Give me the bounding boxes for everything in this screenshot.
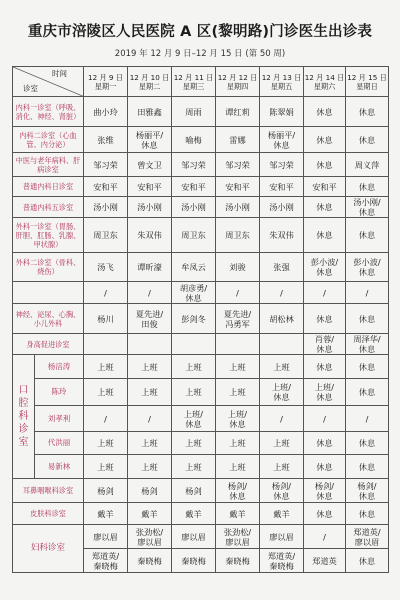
doctor-cell: 曾文卫 (128, 153, 172, 177)
doctor-cell: 邹习荣 (84, 153, 128, 177)
doctor-cell: 汤小刚 (216, 197, 260, 218)
doctor-cell: 周雨 (172, 97, 216, 127)
doctor-cell: 朱双伟 (128, 218, 172, 253)
doctor-cell: 杨丽平/ 休息 (260, 127, 304, 153)
doctor-cell (260, 334, 304, 355)
corner-time-label: 时间 (52, 69, 67, 78)
doctor-cell: 休息 (346, 97, 389, 127)
doctor-cell: / (128, 282, 172, 304)
doctor-cell: 杨川 (84, 304, 128, 334)
doctor-cell: 秦晓梅 (216, 549, 260, 573)
department-cell: 皮肤科诊室 (13, 503, 84, 525)
doctor-cell: 陈翠娟 (260, 97, 304, 127)
header-corner (13, 67, 84, 97)
schedule-table (12, 66, 389, 573)
doctor-cell: 上班 (128, 455, 172, 479)
doctor-cell: 邹习荣 (216, 153, 260, 177)
doctor-cell: / (304, 406, 346, 432)
doctor-cell: 郑道英/ 秦晓梅 (84, 549, 128, 573)
day-header: 12 月 9 日 星期一 (84, 67, 128, 97)
doctor-cell: 休息 (346, 503, 389, 525)
oral-doctor-name: 陈玲 (35, 379, 84, 406)
doctor-cell: 上班 (260, 355, 304, 379)
doctor-cell: 上班 (128, 432, 172, 455)
doctor-cell: 夏先进/ 冯勇军 (216, 304, 260, 334)
doctor-cell: 胡松林 (260, 304, 304, 334)
doctor-cell: 牟凤云 (172, 253, 216, 282)
doctor-cell: 曲小玲 (84, 97, 128, 127)
doctor-cell: / (260, 282, 304, 304)
doctor-cell: 戴羊 (84, 503, 128, 525)
doctor-cell: 上班 (172, 355, 216, 379)
oral-doctor-name: 杨涪涛 (35, 355, 84, 379)
page-title: 重庆市涪陵区人民医院 A 区(黎明路)门诊医生出诊表 (27, 24, 373, 40)
doctor-cell: 汤飞 (84, 253, 128, 282)
doctor-cell: 休息 (304, 432, 346, 455)
doctor-cell (216, 334, 260, 355)
doctor-cell: 胡彦勇/ 休息 (172, 282, 216, 304)
doctor-cell: 上班 (84, 432, 128, 455)
doctor-cell: 上班 (260, 432, 304, 455)
day-header: 12 月 11 日 星期三 (172, 67, 216, 97)
doctor-cell: 安和平 (128, 177, 172, 197)
week-subtitle: 2019 年 12 月 9 日–12 月 15 日 (第 50 周) (114, 49, 286, 59)
doctor-cell: 汤小刚 (260, 197, 304, 218)
doctor-cell: / (346, 406, 389, 432)
doctor-cell: 戴羊 (172, 503, 216, 525)
department-cell: 身高促进诊室 (13, 334, 84, 355)
doctor-cell: / (304, 525, 346, 549)
doctor-cell: 彭小波/ 休息 (304, 253, 346, 282)
doctor-cell: 汤小刚/ 休息 (346, 197, 389, 218)
doctor-cell (172, 334, 216, 355)
doctor-cell: 汤小刚 (128, 197, 172, 218)
doctor-cell: 安和平 (216, 177, 260, 197)
doctor-cell: 上班 (84, 355, 128, 379)
doctor-cell: 雷娜 (216, 127, 260, 153)
doctor-cell: 休息 (346, 218, 389, 253)
department-cell: 普通内科五诊室 (13, 197, 84, 218)
doctor-cell: 上班/ 休息 (216, 406, 260, 432)
doctor-cell: 上班 (216, 455, 260, 479)
doctor-cell: 杨剑 (172, 479, 216, 503)
department-cell: 中医与老年病科、肝病诊室 (13, 153, 84, 177)
doctor-cell: 朱双伟 (260, 218, 304, 253)
department-cell: 内科二诊室（心血管、内分泌） (13, 127, 84, 153)
doctor-cell: / (84, 282, 128, 304)
oral-dept-cell: 口 腔 科 诊 室 (13, 355, 35, 479)
doctor-cell: 周泽华/ 休息 (346, 334, 389, 355)
department-cell (13, 282, 84, 304)
doctor-cell: 彭剑冬 (172, 304, 216, 334)
doctor-cell: 休息 (304, 197, 346, 218)
doctor-cell: / (84, 406, 128, 432)
oral-doctor-name: 刘孝利 (35, 406, 84, 432)
doctor-cell: 杨剑 (84, 479, 128, 503)
doctor-cell: 刘骏 (216, 253, 260, 282)
doctor-cell: 周卫东 (216, 218, 260, 253)
doctor-cell: 戴羊 (128, 503, 172, 525)
doctor-cell: 休息 (304, 304, 346, 334)
doctor-cell: 休息 (346, 432, 389, 455)
doctor-cell: 杨剑/ 休息 (346, 479, 389, 503)
doctor-cell: 休息 (346, 304, 389, 334)
doctor-cell: / (346, 282, 389, 304)
doctor-cell (84, 334, 128, 355)
doctor-cell: 上班 (84, 379, 128, 406)
doctor-cell: 喻梅 (172, 127, 216, 153)
doctor-cell: / (216, 282, 260, 304)
doctor-cell: 休息 (304, 153, 346, 177)
doctor-cell: 郑道英 (304, 549, 346, 573)
doctor-cell: 上班 (172, 432, 216, 455)
doctor-cell: 廖以眉 (84, 525, 128, 549)
doctor-cell: 谭红莉 (216, 97, 260, 127)
doctor-cell: 休息 (346, 379, 389, 406)
doctor-cell: 邹习荣 (260, 153, 304, 177)
doctor-cell: 上班 (216, 379, 260, 406)
doctor-cell: 秦晓梅 (128, 549, 172, 573)
doctor-cell: 休息 (346, 177, 389, 197)
doctor-cell: 夏先进/ 田俊 (128, 304, 172, 334)
doctor-cell: 休息 (304, 455, 346, 479)
doctor-cell: 戴羊 (260, 503, 304, 525)
doctor-cell: 张强 (260, 253, 304, 282)
doctor-cell: 上班/ 休息 (172, 406, 216, 432)
doctor-cell: 张劲松/ 廖以眉 (216, 525, 260, 549)
doctor-cell: 上班 (216, 432, 260, 455)
doctor-cell: 休息 (304, 127, 346, 153)
doctor-cell: 廖以眉 (260, 525, 304, 549)
oral-doctor-name: 易新林 (35, 455, 84, 479)
department-cell: 神经、泌尿、心胸、小儿外科 (13, 304, 84, 334)
doctor-cell: 安和平 (84, 177, 128, 197)
doctor-cell: 杨剑/ 休息 (304, 479, 346, 503)
doctor-cell: 田雅鑫 (128, 97, 172, 127)
doctor-cell: 邹习荣 (172, 153, 216, 177)
day-header: 12 月 15 日 星期日 (346, 67, 389, 97)
doctor-cell: 休息 (304, 97, 346, 127)
doctor-cell: 肖蓉/ 休息 (304, 334, 346, 355)
department-cell: 外科二诊室（骨科、烧伤） (13, 253, 84, 282)
oral-doctor-name: 代洪丽 (35, 432, 84, 455)
doctor-cell (128, 334, 172, 355)
doctor-cell: 休息 (304, 218, 346, 253)
doctor-cell: 杨剑/ 休息 (260, 479, 304, 503)
doctor-cell: 杨丽平/ 休息 (128, 127, 172, 153)
doctor-cell: 彭小波/ 休息 (346, 253, 389, 282)
doctor-cell: 廖以眉 (172, 525, 216, 549)
doctor-cell: 秦晓梅 (172, 549, 216, 573)
doctor-cell: 安和平 (260, 177, 304, 197)
department-cell: 内科一诊室（呼吸、消化、神经、肾脏） (13, 97, 84, 127)
doctor-cell: 休息 (346, 455, 389, 479)
department-cell: 普通内科日诊室 (13, 177, 84, 197)
doctor-cell: 上班 (128, 379, 172, 406)
doctor-cell: / (260, 406, 304, 432)
doctor-cell: 上班 (260, 455, 304, 479)
doctor-cell: 上班 (128, 355, 172, 379)
doctor-cell: 周卫东 (84, 218, 128, 253)
doctor-cell: 郑道英/ 秦晓梅 (260, 549, 304, 573)
gyn-dept-cell: 妇科诊室 (13, 525, 84, 573)
doctor-cell: 安和平 (172, 177, 216, 197)
doctor-cell: 郑道英/ 廖以眉 (346, 525, 389, 549)
doctor-cell: 休息 (346, 355, 389, 379)
doctor-cell: 周卫东 (172, 218, 216, 253)
doctor-cell: 杨剑/ 休息 (216, 479, 260, 503)
doctor-cell: 休息 (346, 549, 389, 573)
day-header: 12 月 10 日 星期二 (128, 67, 172, 97)
day-header: 12 月 12 日 星期四 (216, 67, 260, 97)
doctor-cell: 汤小刚 (84, 197, 128, 218)
doctor-cell: 上班 (172, 379, 216, 406)
doctor-cell: 上班/ 休息 (304, 379, 346, 406)
corner-dept-label: 诊室 (23, 84, 38, 93)
doctor-cell: / (128, 406, 172, 432)
doctor-cell: 张维 (84, 127, 128, 153)
doctor-cell: 张劲松/ 廖以眉 (128, 525, 172, 549)
doctor-cell: 上班 (84, 455, 128, 479)
doctor-cell: 安和平 (304, 177, 346, 197)
doctor-cell: 汤小刚 (172, 197, 216, 218)
doctor-cell: 上班 (216, 355, 260, 379)
department-cell: 耳鼻咽喉科诊室 (13, 479, 84, 503)
doctor-cell: 休息 (304, 503, 346, 525)
doctor-cell: 休息 (346, 127, 389, 153)
doctor-cell: 周义萍 (346, 153, 389, 177)
day-header: 12 月 14 日 星期六 (304, 67, 346, 97)
doctor-cell: 谭昕濠 (128, 253, 172, 282)
doctor-cell: 杨剑 (128, 479, 172, 503)
doctor-cell: / (304, 282, 346, 304)
doctor-cell: 戴羊 (216, 503, 260, 525)
doctor-cell: 上班 (172, 455, 216, 479)
doctor-cell: 上班/ 休息 (260, 379, 304, 406)
department-cell: 外科一诊室（胃肠、肝胆、肛肠、乳腺、甲状腺） (13, 218, 84, 253)
doctor-cell: 休息 (304, 355, 346, 379)
day-header: 12 月 13 日 星期五 (260, 67, 304, 97)
